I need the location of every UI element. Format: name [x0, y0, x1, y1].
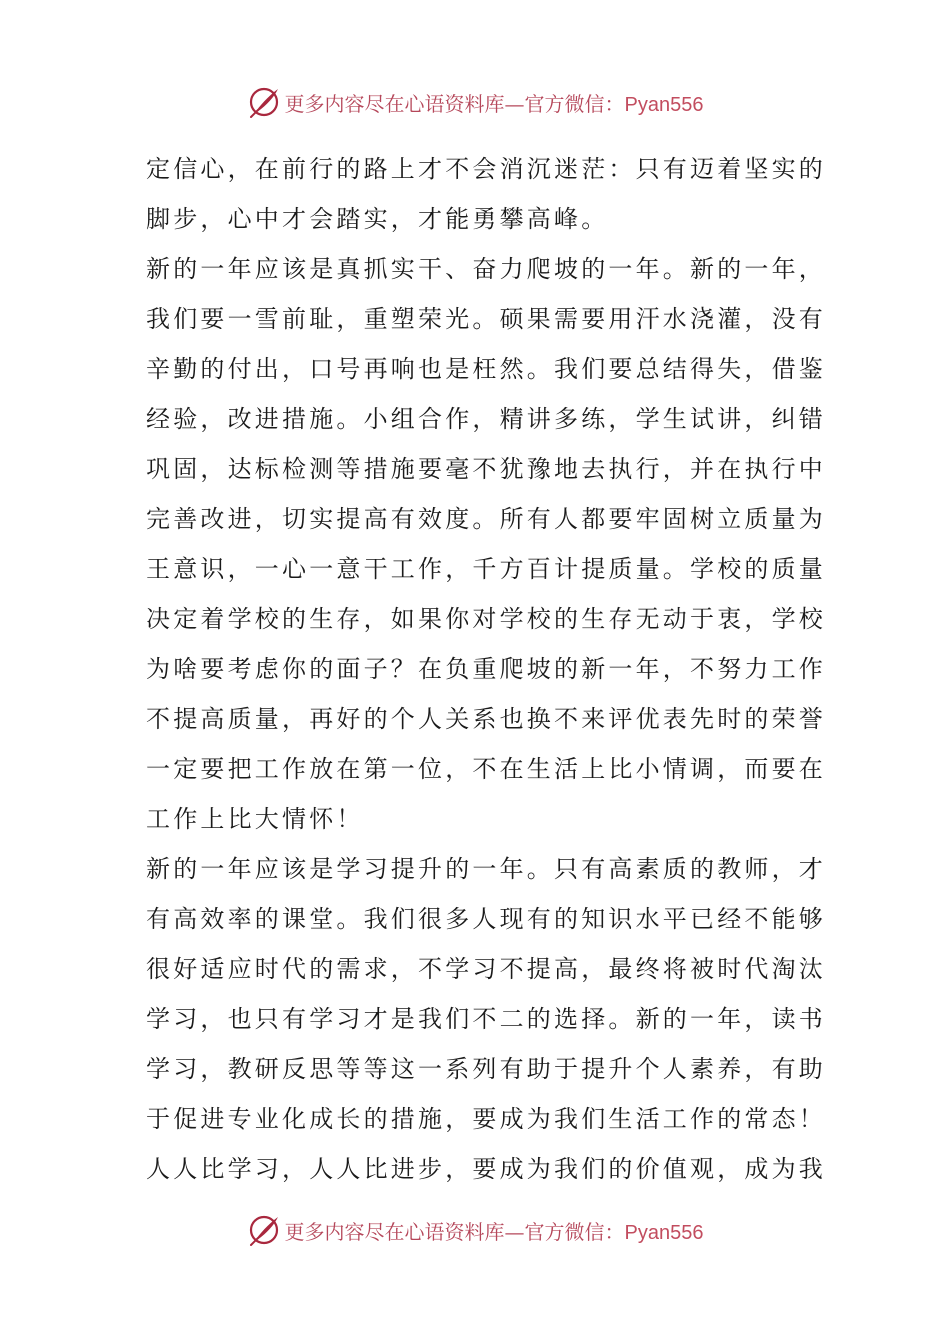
body-line: 脚步，心中才会踏实，才能勇攀高峰。 — [146, 205, 609, 233]
body-line: 辛勤的付出，口号再响也是枉然。我们要总结得失，借鉴 — [146, 355, 826, 383]
body-line: 新的一年应该是真抓实干、奋力爬坡的一年。新的一年， — [146, 255, 826, 283]
quill-pen-logo-icon — [247, 85, 281, 119]
footer-banner — [0, 1210, 950, 1250]
body-line: 王意识，一心一意干工作，千方百计提质量。学校的质量 — [146, 555, 826, 583]
body-line: 我们要一雪前耻，重塑荣光。硕果需要用汗水浇灌，没有 — [146, 305, 826, 333]
body-line: 完善改进，切实提高有效度。所有人都要牢固树立质量为 — [146, 505, 826, 533]
body-line: 决定着学校的生存，如果你对学校的生存无动于衷，学校 — [146, 605, 826, 633]
body-line: 巩固，达标检测等措施要毫不犹豫地去执行，并在执行中 — [146, 455, 826, 483]
body-line: 为啥要考虑你的面子？在负重爬坡的新一年，不努力工作 — [146, 655, 826, 683]
body-line: 新的一年应该是学习提升的一年。只有高素质的教师，才 — [146, 855, 826, 883]
body-line: 于促进专业化成长的措施，要成为我们生活工作的常态！ — [146, 1105, 826, 1133]
quill-pen-logo-icon — [247, 1213, 281, 1247]
body-line: 学习，也只有学习才是我们不二的选择。新的一年，读书 — [146, 1005, 826, 1033]
body-line: 很好适应时代的需求，不学习不提高，最终将被时代淘汰 — [146, 955, 826, 983]
body-line: 定信心，在前行的路上才不会消沉迷茫：只有迈着坚实的 — [146, 155, 826, 183]
header-banner-text — [285, 88, 704, 117]
footer-banner-label: 更多内容尽在心语资料库—官方微信： — [284, 1219, 625, 1244]
body-line: 工作上比大情怀！ — [146, 805, 364, 833]
header-banner — [0, 82, 950, 122]
document-body — [146, 144, 826, 1194]
body-line: 经验，改进措施。小组合作，精讲多练，学生试讲，纠错 — [146, 405, 826, 433]
footer-banner-text — [285, 1216, 704, 1245]
header-wechat-id: Pyan556 — [624, 93, 704, 116]
body-line: 人人比学习，人人比进步，要成为我们的价值观，成为我 — [146, 1155, 826, 1183]
header-banner-label: 更多内容尽在心语资料库—官方微信： — [284, 91, 625, 116]
body-line: 不提高质量，再好的个人关系也换不来评优表先时的荣誉 — [146, 705, 826, 733]
footer-wechat-id: Pyan556 — [624, 1221, 704, 1244]
body-line: 学习，教研反思等等这一系列有助于提升个人素养，有助 — [146, 1055, 826, 1083]
body-line: 有高效率的课堂。我们很多人现有的知识水平已经不能够 — [146, 905, 826, 933]
body-line: 一定要把工作放在第一位，不在生活上比小情调，而要在 — [146, 755, 826, 783]
